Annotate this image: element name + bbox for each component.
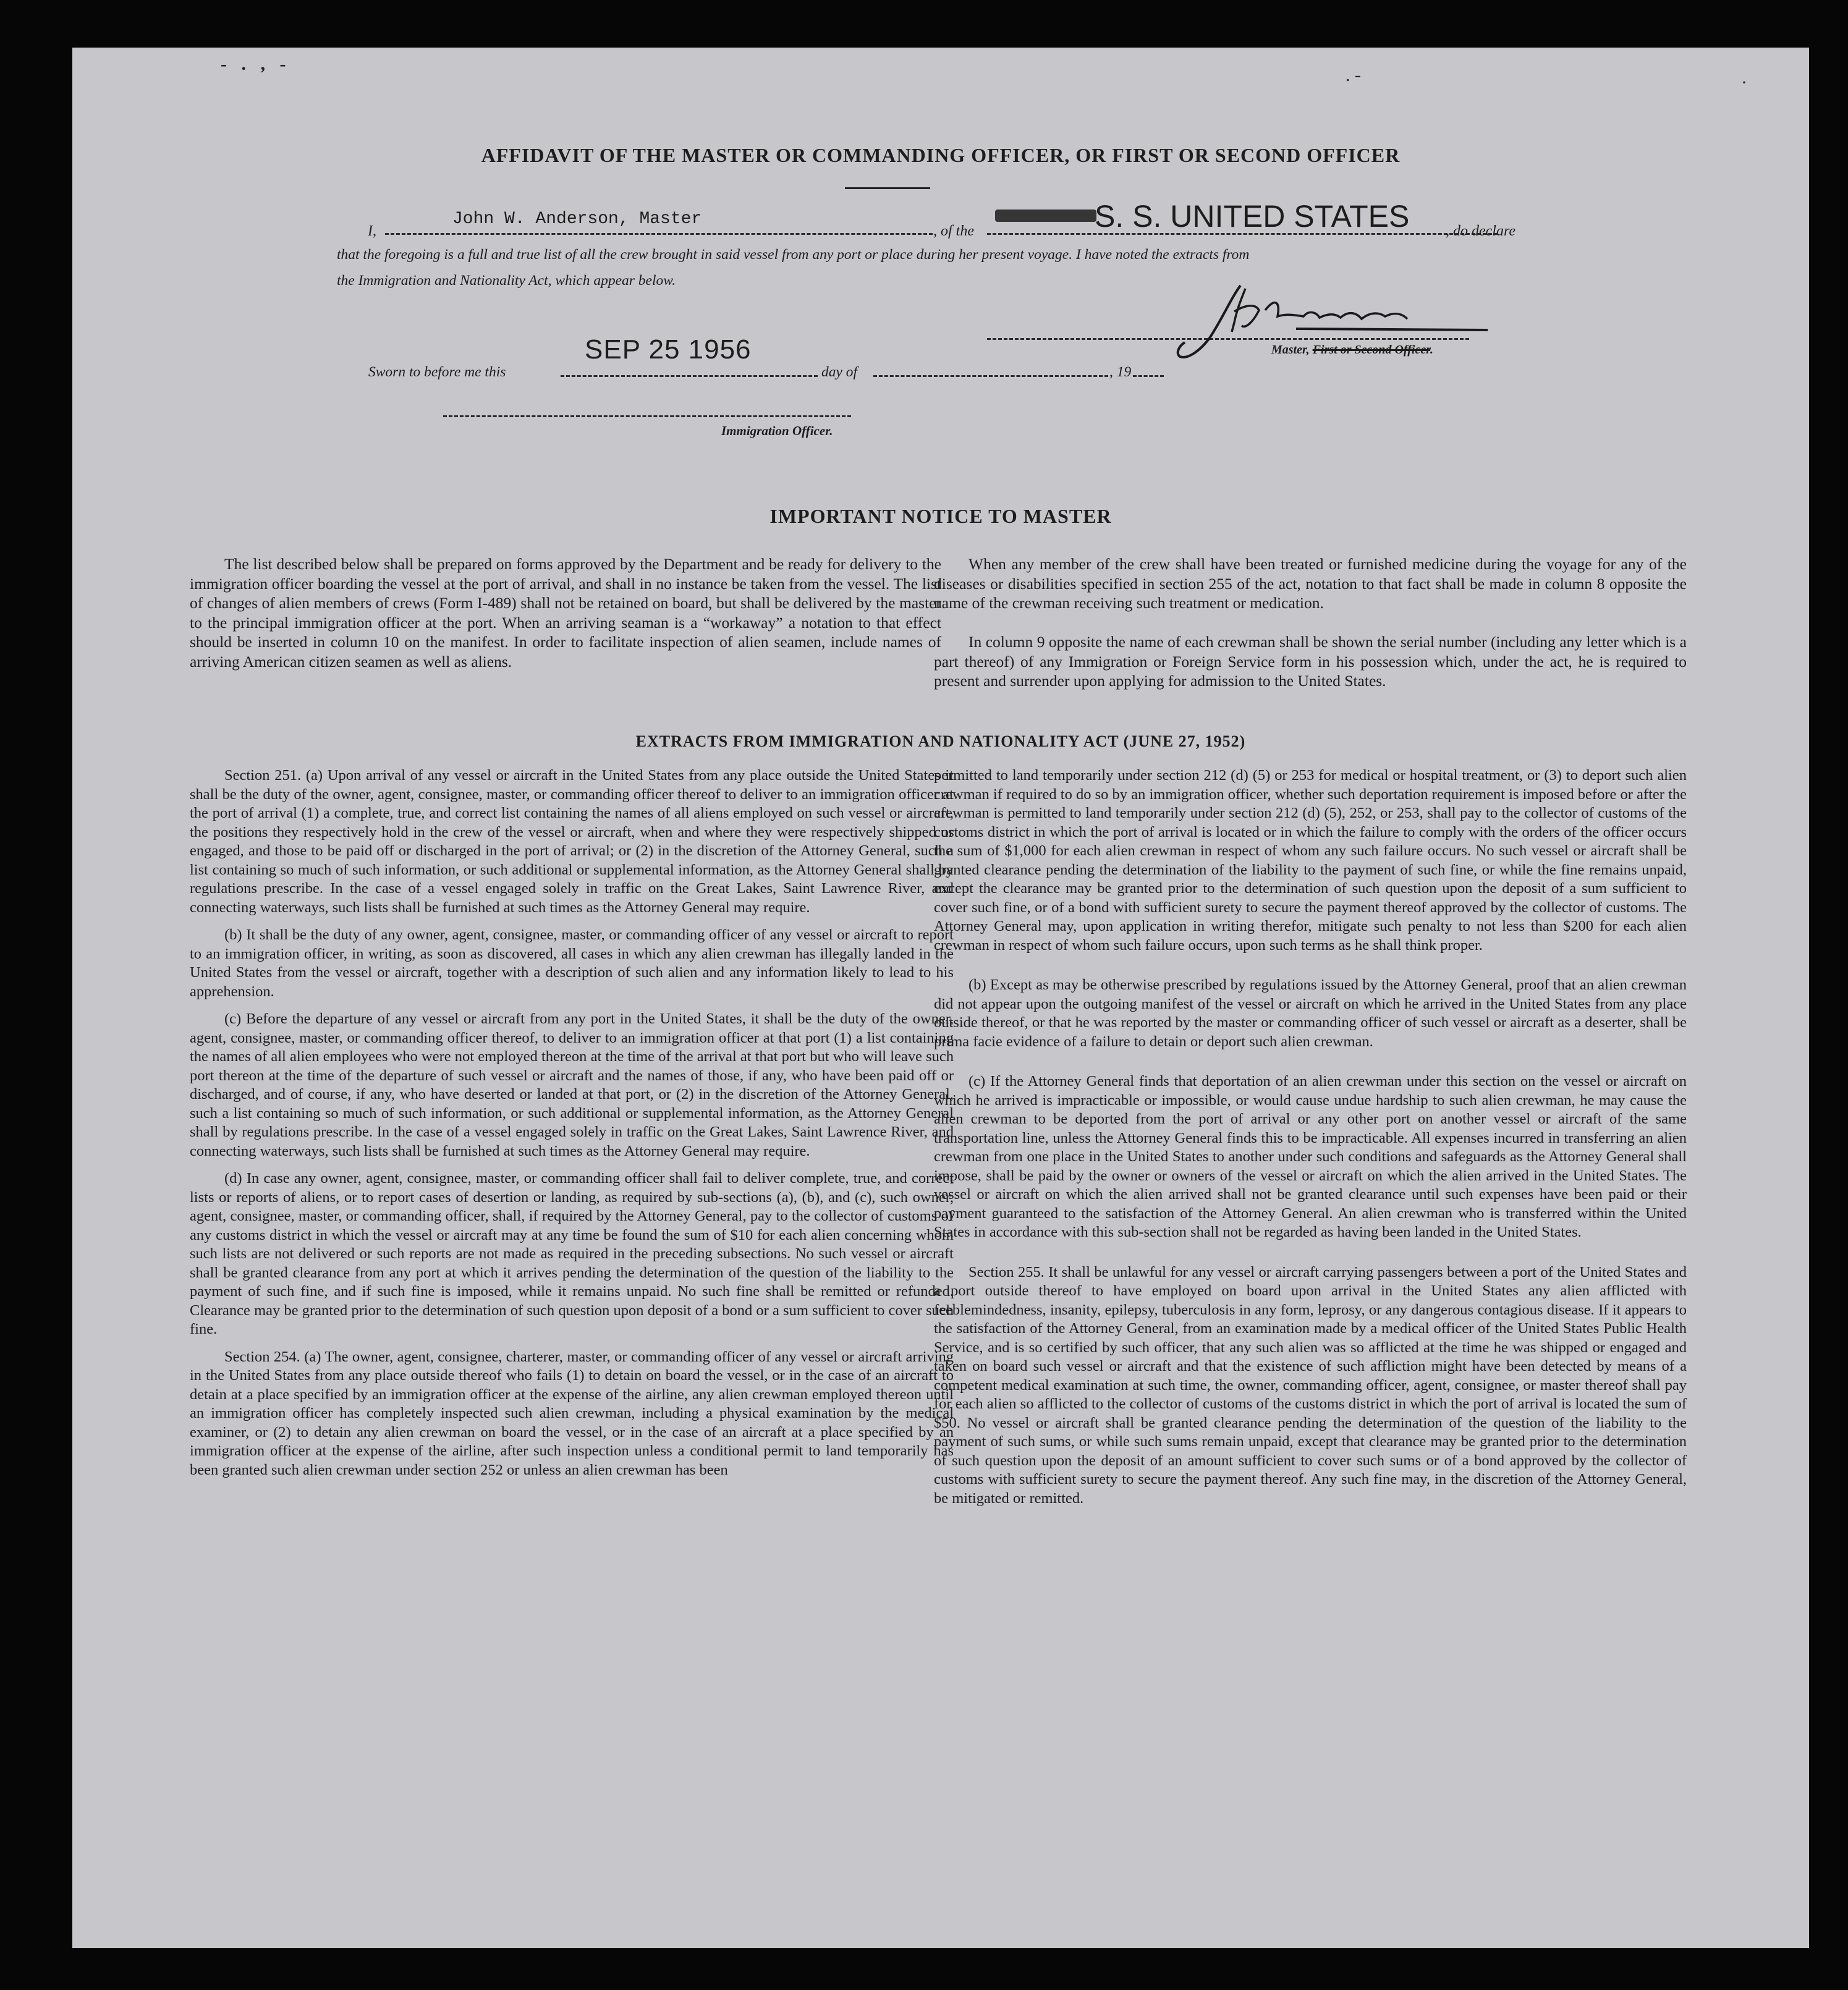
signature-caption-master: Master, [1271, 343, 1313, 357]
officer-name-field: John W. Anderson, Master [452, 210, 702, 229]
section-251-b: (b) It shall be the duty of any owner, agent, consignee, master, or commanding officer of any vessel or aircraft to report to an immigration officer, in writing, as soon as discovered, all cases in which any alien crewman has illegally landed in the United States from the vessel or aircraft, together with a description of such alien and any information likely to lead to his apprehension. [190, 926, 954, 1000]
sworn-date-line [561, 375, 818, 377]
scan-mark: . - [1346, 65, 1361, 85]
title-underline [845, 187, 930, 189]
month-line [873, 375, 1108, 377]
section-251-c: (c) Before the departure of any vessel or aircraft from any port in the United States, it shall be the duty of the owner, agent, consignee, master, or commanding officer thereof, to deliver to an immigration officer at that port (1) a list containing the names of all alien employees who were not employed thereon at the time of the arrival at that port but who will leave such port thereon at the time of the departure of such vessel or aircraft and the names of those, if any, who have been paid off or discharged, and of course, if any, who have deserted or landed at that port, or (2) in the discretion of the Attorney General, such a list containing so much of such information, or such additional or supplemental information, as the Attorney General shall by regulations prescribe. In the case of a vessel engaged solely in traffic on the Great Lakes, Saint Lawrence River, and connecting waterways, such lists shall be furnished at such times as the Attorney General may require. [190, 1010, 954, 1159]
do-declare-label: , do declare [1446, 223, 1516, 239]
notice-left-paragraph: The list described below shall be prepared on forms approved by the Department and be ready for delivery to the immigration officer boarding the vessel at the port of arrival, and shall in no instance be taken from the vessel. The list of changes of alien members of crews (Form I-489) shall not be retained on board, but shall be delivered by the master to the principal immigration officer at the port. When an arriving seaman is a “workaway” a notation to that effect should be inserted in column 10 on the manifest. In order to facilitate inspection of alien seamen, include names of arriving American citizen seamen as well as aliens. [190, 555, 941, 671]
section-254-c: (c) If the Attorney General finds that deportation of an alien crewman under this section on the vessel or aircraft on which he arrived is impracticable or impossible, or would cause undue hardship to such alien crewman, he may cause the alien crewman to be deported from the port of arrival or any other port on another vessel or aircraft of the same transportation line, unless the Attorney General finds this to be impracticable. All expenses incurred in transferring an alien crewman from one place in the United States to another under such conditions and safeguards as the Attorney General shall impose, shall be paid by the owner or owners of the vessel or aircraft on which the alien arrived in the United States. The vessel or aircraft on which the alien arrived shall not be granted clearance until such expenses have been paid or their payment guaranteed to the satisfaction of the Attorney General. An alien crewman who is transferred within the United States in accordance with this sub-section shall not be regarded as having been landed in the United States. [934, 1073, 1687, 1240]
notice-title: IMPORTANT NOTICE TO MASTER [769, 505, 1112, 527]
officer-name-field-line [385, 233, 933, 235]
section-251-a: Section 251. (a) Upon arrival of any vessel or aircraft in the United States from any place outside the United States it shall be the duty of the owner, agent, consignee, master, or commanding officer thereof to deliver to an immigration officer at the port of arrival (1) a complete, true, and correct list containing the names of all aliens employed on such vessel or aircraft, the positions they respectively hold in the crew of the vessel or aircraft, when and where they were respectively shipped or engaged, and those to be paid off or discharged in the port of arrival; or (2) in the discretion of the Attorney General, such a list containing so much of such information, or such additional or supplemental information, as the Attorney General shall by regulations prescribe. In the case of a vessel engaged solely in traffic on the Great Lakes, Saint Lawrence River, and connecting waterways, such lists shall be furnished at such times as the Attorney General may require. [190, 767, 954, 916]
redaction-mark [995, 210, 1096, 222]
declaration-line-2: the Immigration and Nationality Act, which appear below. [337, 273, 676, 289]
of-the-label: , of the [933, 223, 974, 239]
handwritten-signature [1172, 273, 1494, 372]
signature-caption-struck: First or Second Officer [1312, 343, 1430, 357]
declaration-line-1: that the foregoing is a full and true list of all the crew brought in said vessel from any port or place during her present voyage. I have noted the extracts from [337, 247, 1250, 263]
year-line [1133, 375, 1164, 377]
affidavit-title: AFFIDAVIT OF THE MASTER OR COMMANDING OFFICER, OR FIRST OR SECOND OFFICER [481, 144, 1401, 166]
vessel-name-field: S. S. UNITED STATES [1095, 199, 1410, 234]
immigration-officer-caption: Immigration Officer. [721, 423, 833, 438]
extracts-left-column [190, 766, 954, 1480]
notice-right-paragraph-2: In column 9 opposite the name of each crewman shall be shown the serial number (including any letter which is a part thereof) of any Immigration or Foreign Service form in his possession which, under the act, he is required to present and surrender upon applying for admission to the United States. [934, 633, 1687, 690]
signature-caption [1271, 343, 1433, 357]
scan-mark: - . , - [221, 54, 291, 74]
section-251-d: (d) In case any owner, agent, consignee, master, or commanding officer shall fail to deliver complete, true, and correct lists or reports of aliens, or to report cases of desertion or landing, as required by sub-sections (a), (b), and (c), such owner, agent, consignee, master, or commanding officer, shall, if required by the Attorney General, pay to the collector of customs of any customs district in which the vessel or aircraft may at any time be found the sum of $10 for each alien concerning whom such lists are not delivered or such reports are not made as required in the preceding subsections. No such vessel or aircraft shall be granted clearance from any port at which it arrives pending the determination of the question of the liability to the payment of such fine, and if such fine is imposed, while it remains unpaid. No such fine shall be remitted or refunded. Clearance may be granted prior to the determination of such question upon deposit of a bond or a sum sufficient to cover such fine. [190, 1170, 954, 1337]
i-label: I, [368, 223, 376, 239]
section-255: Section 255. It shall be unlawful for any vessel or aircraft carrying passengers between a port of the United States and a port outside thereof to have employed on board upon arrival in the United States any alien afflicted with feeblemindedness, insanity, epilepsy, tuberculosis in any form, leprosy, or any dangerous contagious disease. If it appears to the satisfaction of the Attorney General, from an examination made by a medical officer of the United States Public Health Service, and is so certified by such officer, that any such alien was so afflicted at the time he was shipped or engaged and taken on board such vessel or aircraft and that the existence of such affliction might have been detected by means of a competent medical examination at such time, the owner, commanding officer, agent, consignee, or master thereof shall pay for each alien so afflicted to the collector of customs of the customs district in which the port of arrival is located the sum of $50. No vessel or aircraft shall be granted clearance pending the determination of the question of the liability to the payment of such sums, or while such sums remain unpaid, except that clearance may be granted prior to the determination of such question upon the deposit of an amount sufficient to cover such sums or of a bond approved by the collector of customs with sufficient surety to secure the payment thereof. Any such fine may, in the discretion of the Attorney General, be mitigated or remitted. [934, 1263, 1687, 1507]
year-label: , 19 [1109, 364, 1132, 380]
day-of-label: day of [821, 364, 858, 380]
sworn-label: Sworn to before me this [368, 364, 506, 380]
scan-mark: · [1741, 72, 1747, 93]
document-page [72, 48, 1809, 1948]
section-254-a-continued: permitted to land temporarily under section 212 (d) (5) or 253 for medical or hospital treatment, or (3) to deport such alien crewman if required to do so by an immigration officer, whether such deportation requirement is imposed before or after the crewman is permitted to land temporarily under section 212 (d) (5), 252, or 253, shall pay to the collector of customs of the customs district in which the port of arrival is located or in which the failure to comply with the orders of the officer occurs the sum of $1,000 for each alien crewman in respect of whom any such failure occurs. No such vessel or aircraft shall be granted clearance pending the determination of the liability to the payment of such fine, or while the fine remains unpaid, except the clearance may be granted prior to the determination of such question upon the deposit of a sum sufficient to cover such fine, or of a bond with sufficient surety to secure the payment thereof approved by the collector of customs. The Attorney General may, upon application in writing therefor, mitigate such penalty to not less than $200 for each alien crewman in respect of whom such failure occurs, upon such terms as he shall think proper. [934, 767, 1687, 954]
signature-caption-end: . [1430, 343, 1433, 357]
section-254-b: (b) Except as may be otherwise prescribed by regulations issued by the Attorney General, proof that an alien crewman did not appear upon the outgoing manifest of the vessel or aircraft on which he arrived in the United States from any place outside thereof, or that he was reported by the master or commanding officer of such vessel or aircraft as a deserter, shall be prima facie evidence of a failure to detain or deport such alien crewman. [934, 976, 1687, 1050]
notice-right-paragraph-1: When any member of the crew shall have been treated or furnished medicine during the voyage for any of the diseases or disabilities specified in section 255 of the act, notation to that fact shall be made in column 8 opposite the name of the crewman receiving such treatment or medication. [934, 555, 1687, 612]
immigration-officer-line [443, 415, 851, 417]
section-254-a: Section 254. (a) The owner, agent, consignee, charterer, master, or commanding officer of any vessel or aircraft arriving in the United States from any place outside thereof who fails (1) to detain on board the vessel, or in the case of an aircraft to detain at a place specified by an immigration officer at the expense of the airline, any alien crewman employed thereon until an immigration officer has completely inspected such alien crewman, including a physical examination by the medical examiner, or (2) to detain any alien crewman on board the vessel, or in the case of an aircraft at a place specified by an immigration officer at the expense of the airline, after such inspection unless a conditional permit to land temporarily has been granted such alien crewman under section 252 or unless an alien crewman has been [190, 1348, 954, 1478]
extracts-title: EXTRACTS FROM IMMIGRATION AND NATIONALITY ACT (JUNE 27, 1952) [635, 732, 1246, 750]
extracts-right-column [934, 766, 1687, 1508]
date-stamp: SEP 25 1956 [585, 334, 752, 365]
